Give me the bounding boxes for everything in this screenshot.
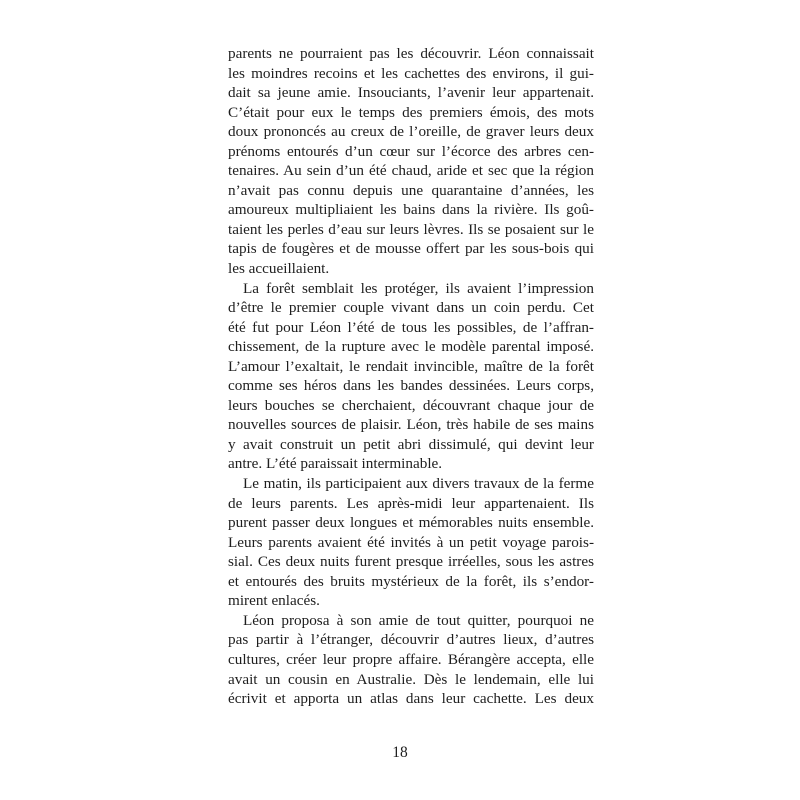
text-line: n’avait pas connu depuis une quarantaine d’années, les	[228, 181, 594, 199]
text-line: L’amour l’exaltait, le rendait invincible, maître de la forêt	[228, 357, 594, 375]
text-line: pas partir à l’étranger, découvrir d’autres lieux, d’autres	[228, 631, 594, 649]
text-line: Léon proposa à son amie de tout quitter, pourquoi ne	[243, 611, 594, 629]
text-line: leurs bouches se cherchaient, découvrant chaque jour de	[228, 396, 594, 414]
text-line: de leurs parents. Les après-midi leur appartenaient. Ils	[228, 494, 594, 512]
text-line: taient les perles d’eau sur leurs lèvres. Ils se posaient sur le	[228, 220, 594, 238]
text-line: purent passer deux longues et mémorables nuits ensemble.	[228, 514, 594, 532]
text-line: d’être le premier couple vivant dans un coin perdu. Cet	[228, 299, 594, 317]
text-line: La forêt semblait les protéger, ils avaient l’impression	[243, 279, 594, 297]
text-line: sial. Ces deux nuits furent presque irréelles, sous les astres	[228, 553, 594, 571]
text-line: tapis de fougères et de mousse offert par les sous-bois qui	[228, 240, 594, 258]
text-line: écrivit et apporta un atlas dans leur cachette. Les deux	[228, 690, 594, 708]
text-line: parents ne pourraient pas les découvrir. Léon connaissait	[228, 45, 594, 62]
text-line: les moindres recoins et les cachettes des environs, il gui-	[228, 64, 594, 82]
text-line: avait un cousin en Australie. Dès le lendemain, elle lui	[228, 670, 594, 688]
paragraph	[228, 474, 594, 611]
text-line: antre. L’été paraissait interminable.	[228, 455, 443, 473]
text-line: mirent enlacés.	[228, 592, 320, 610]
text-line: et entourés des bruits mystérieux de la forêt, ils s’endor-	[228, 572, 594, 590]
text-line: chissement, de la rupture avec le modèle parental imposé.	[228, 338, 594, 356]
paragraph	[228, 279, 594, 474]
body-text	[228, 44, 594, 709]
text-line: Leurs parents avaient été invités à un petit voyage parois-	[228, 533, 594, 551]
text-line: comme ses héros dans les bandes dessinées. Leurs corps,	[228, 377, 594, 395]
paragraph	[228, 611, 594, 709]
text-line: dait sa jeune amie. Insouciants, l’avenir leur appartenait.	[228, 84, 594, 102]
text-line: doux prononcés au creux de l’oreille, de graver leurs deux	[228, 123, 594, 141]
text-line: cultures, créer leur propre affaire. Bérangère accepta, elle	[228, 650, 594, 668]
text-line: tenaires. Au sein d’un été chaud, aride et sec que la région	[228, 162, 594, 180]
text-line: prénoms entourés d’un cœur sur l’écorce des arbres cen-	[228, 142, 594, 160]
text-line: Le matin, ils participaient aux divers travaux de la ferme	[243, 475, 594, 493]
text-line: amoureux multipliaient les bains dans la rivière. Ils goû-	[228, 201, 594, 219]
text-line: les accueillaient.	[228, 260, 330, 278]
text-line: C’était pour eux le temps des premiers émois, des mots	[228, 103, 594, 121]
page-number: 18	[392, 744, 408, 761]
text-line: y avait construit un petit abri dissimulé, qui devint leur	[228, 435, 594, 453]
paragraph	[228, 44, 594, 279]
text-line: nouvelles sources de plaisir. Léon, très habile de ses mains	[228, 416, 594, 434]
text-line: été fut pour Léon l’été de tous les possibles, de l’affran-	[228, 318, 594, 336]
